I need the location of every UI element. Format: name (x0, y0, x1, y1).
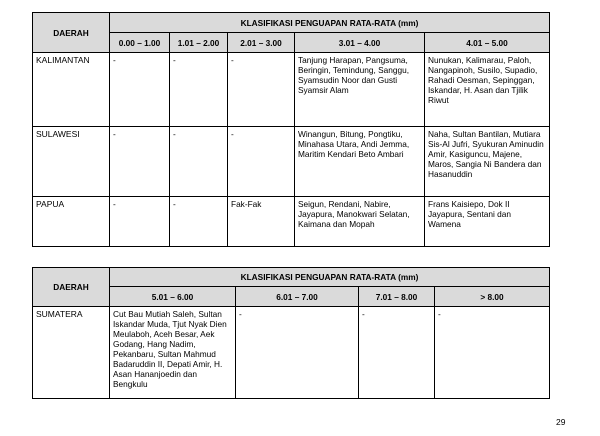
group-header: KLASIFIKASI PENGUAPAN RATA-RATA (mm) (110, 268, 550, 287)
table-cell: Tanjung Harapan, Pangsuma, Beringin, Temindung, Sanggu, Syamsudin Noor dan Gusti Syamsir Alam (295, 53, 425, 127)
table-cell: - (236, 307, 359, 399)
range-header: 5.01 – 6.00 (110, 287, 236, 307)
range-header: 1.01 – 2.00 (170, 33, 228, 53)
table-cell: Seigun, Rendani, Nabire, Jayapura, Manokwari Selatan, Kaimana dan Mopah (295, 197, 425, 247)
table-cell: Frans Kaisiepo, Dok II Jayapura, Sentani dan Wamena (425, 197, 550, 247)
region-header: DAERAH (33, 13, 110, 53)
range-header: 7.01 – 8.00 (359, 287, 435, 307)
group-header: KLASIFIKASI PENGUAPAN RATA-RATA (mm) (110, 13, 550, 33)
range-header: 2.01 – 3.00 (228, 33, 295, 53)
table-cell: - (228, 53, 295, 127)
table-cell: - (170, 197, 228, 247)
region-header: DAERAH (33, 268, 110, 307)
region-cell: KALIMANTAN (33, 53, 110, 127)
table-cell: Naha, Sultan Bantilan, Mutiara Sis-Al Jufri, Syukuran Aminudin Amir, Kasiguncu, Majene, Maros, Sangia Ni Bandera dan Hasanuddin (425, 127, 550, 197)
range-header: 3.01 – 4.00 (295, 33, 425, 53)
range-header: > 8.00 (435, 287, 550, 307)
table-cell: - (170, 127, 228, 197)
table-cell: Cut Bau Mutiah Saleh, Sultan Iskandar Muda, Tjut Nyak Dien Meulaboh, Aceh Besar, Aek Godang, Hang Nadim, Pekanbaru, Sultan Mahmud Badaruddin II, Depati Amir, H. Asan Hananjoedin dan Bengkulu (110, 307, 236, 399)
table-cell: - (110, 53, 170, 127)
evaporation-table-2 (32, 267, 550, 399)
table-row (33, 307, 550, 399)
table-cell: Winangun, Bitung, Pongtiku, Minahasa Utara, Andi Jemma, Maritim Kendari Beto Ambari (295, 127, 425, 197)
range-header: 4.01 – 5.00 (425, 33, 550, 53)
table-row (33, 127, 550, 197)
region-cell: SUMATERA (33, 307, 110, 399)
region-cell: SULAWESI (33, 127, 110, 197)
table-cell: - (228, 127, 295, 197)
table-cell: - (170, 53, 228, 127)
table-cell: - (110, 197, 170, 247)
table-cell: Nunukan, Kalimarau, Paloh, Nangapinoh, Susilo, Supadio, Rahadi Oesman, Sepinggan, Iskandar, H. Asan dan Tjilik Riwut (425, 53, 550, 127)
table-cell: - (359, 307, 435, 399)
table-row (33, 53, 550, 127)
table-cell: - (435, 307, 550, 399)
evaporation-table-1 (32, 12, 550, 247)
region-cell: PAPUA (33, 197, 110, 247)
page-number: 29 (556, 417, 566, 427)
range-header: 0.00 – 1.00 (110, 33, 170, 53)
table-cell: Fak-Fak (228, 197, 295, 247)
range-header: 6.01 – 7.00 (236, 287, 359, 307)
table-cell: - (110, 127, 170, 197)
table-row (33, 197, 550, 247)
